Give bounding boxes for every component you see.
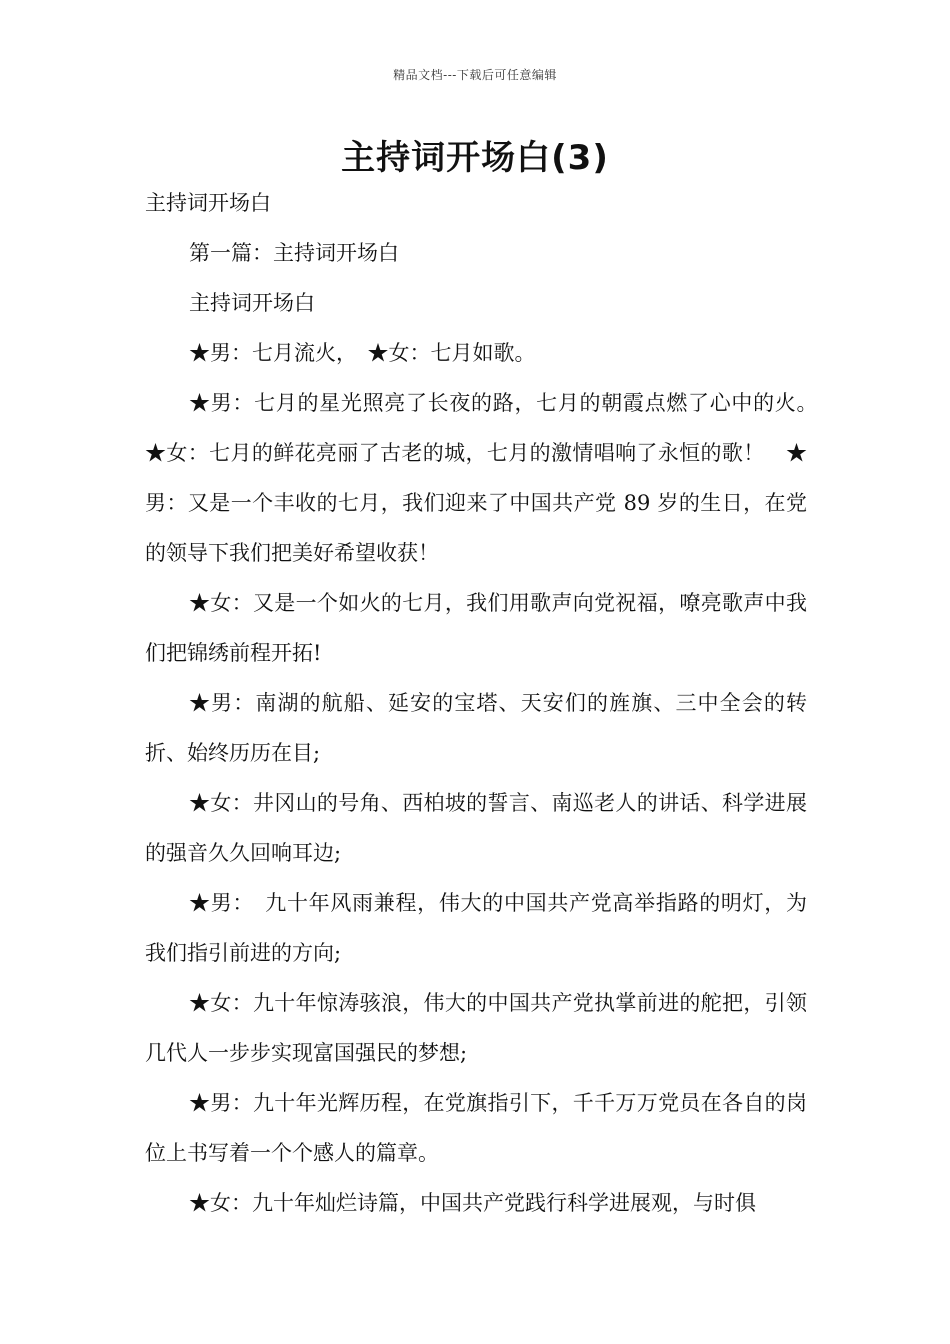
dialogue-paragraph: ★女：九十年灿烂诗篇，中国共产党践行科学进展观，与时俱 xyxy=(189,1191,756,1215)
dialogue-paragraph: ★男：南湖的航船、延安的宝塔、天安们的旌旗、三中全会的转折、始终历历在目; xyxy=(145,691,807,765)
header-note: 精品文档---下载后可任意编辑 xyxy=(393,68,557,82)
sub-heading: 主持词开场白 xyxy=(189,291,315,315)
dialogue-paragraph: ★男：七月的星光照亮了长夜的路，七月的朝霞点燃了心中的火。 ★女：七月的鲜花亮丽了古老的城，七月的激情唱响了永恒的歌！ ★男：又是一个丰收的七月，我们迎来了中国共产党 89 岁的生日，在党的领导下我们把美好希望收获！ xyxy=(145,391,828,565)
section-heading: 主持词开场白 xyxy=(145,191,271,215)
dialogue-paragraph: ★男： 九十年风雨兼程，伟大的中国共产党高举指路的明灯，为我们指引前进的方向; xyxy=(145,891,807,965)
chapter-heading: 第一篇：主持词开场白 xyxy=(189,241,399,265)
dialogue-paragraph: ★女：九十年惊涛骇浪，伟大的中国共产党执掌前进的舵把，引领几代人一步步实现富国强民的梦想; xyxy=(145,991,807,1065)
document-body xyxy=(145,178,828,1228)
dialogue-paragraph: ★男：九十年光辉历程，在党旗指引下，千千万万党员在各自的岗位上书写着一个个感人的篇章。 xyxy=(145,1091,807,1165)
dialogue-paragraph: ★男：七月流火， ★女：七月如歌。 xyxy=(189,341,536,365)
dialogue-paragraph: ★女：井冈山的号角、西柏坡的誓言、南巡老人的讲话、科学进展的强音久久回响耳边; xyxy=(145,791,807,865)
dialogue-paragraph: ★女：又是一个如火的七月，我们用歌声向党祝福，嘹亮歌声中我们把锦绣前程开拓! xyxy=(145,591,807,665)
document-title: 主持词开场白(3) xyxy=(341,138,609,178)
